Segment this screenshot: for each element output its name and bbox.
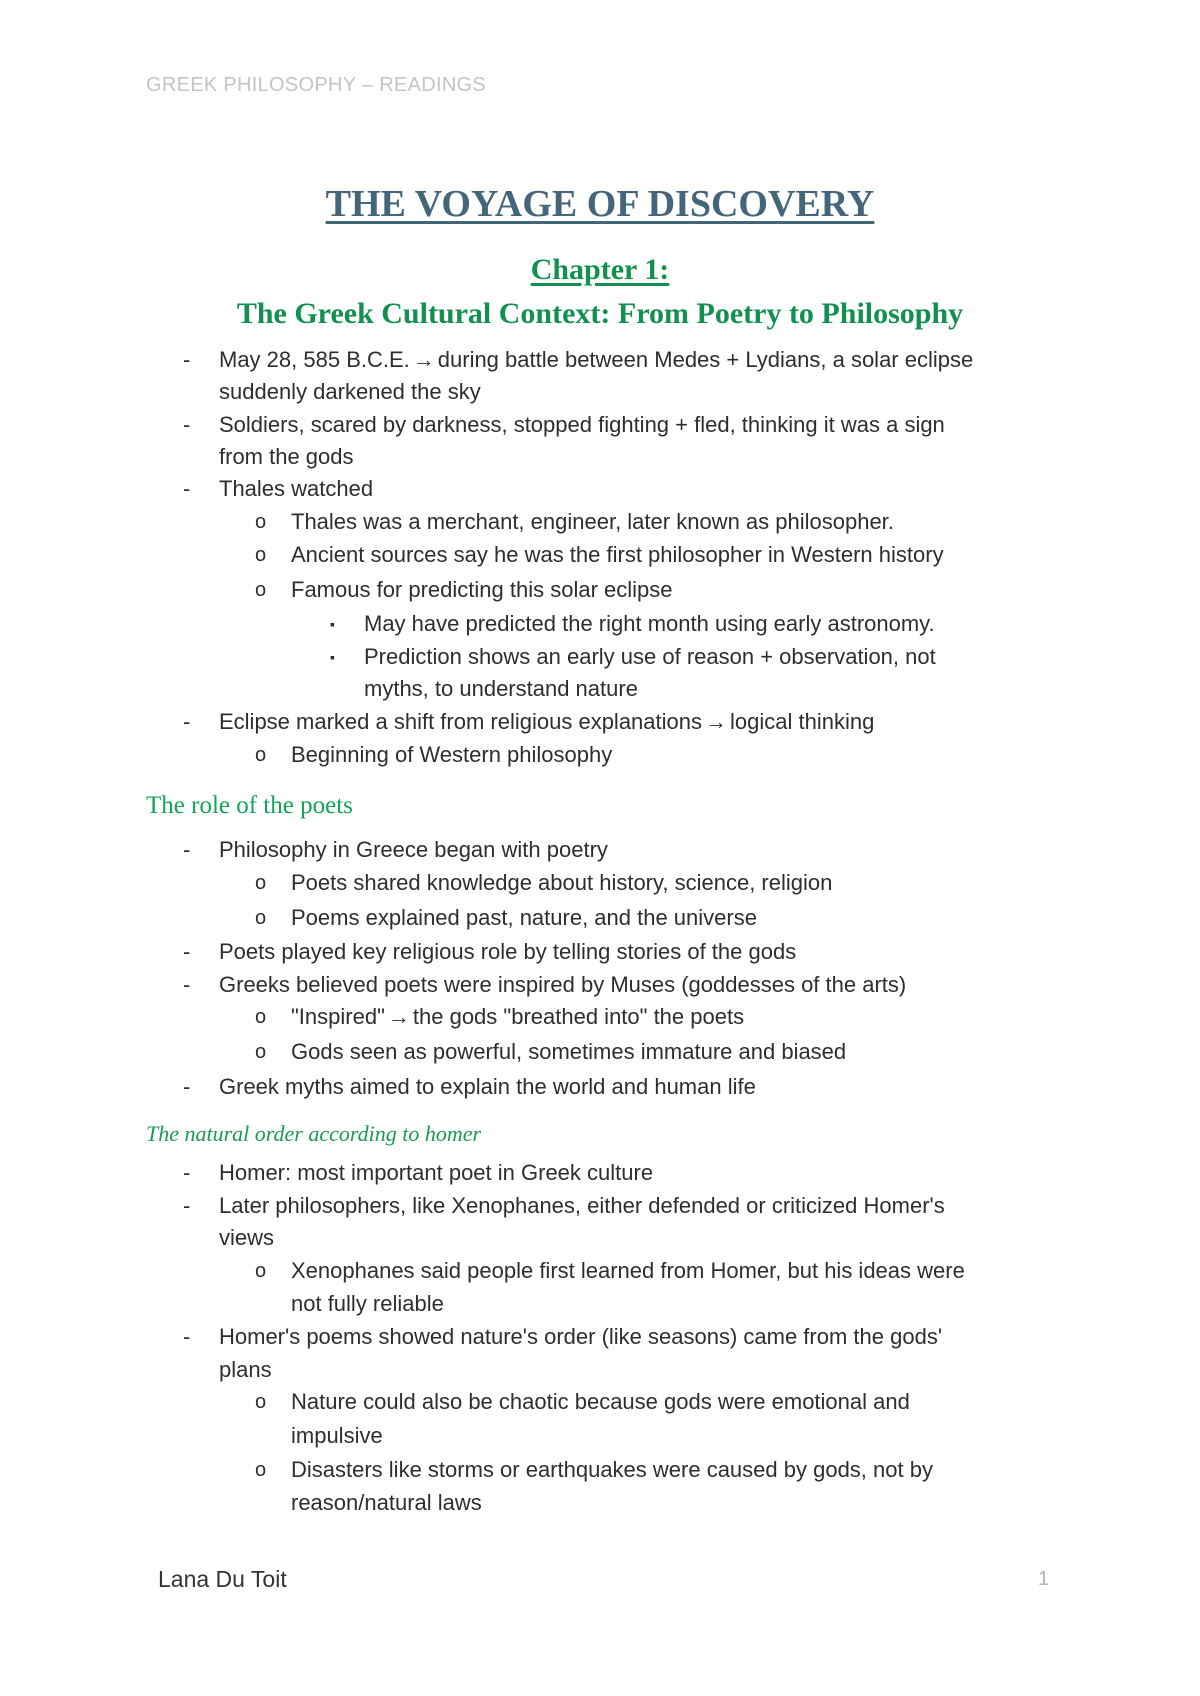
- arrow-icon: →: [387, 1004, 410, 1029]
- sub-list-item: Ancient sources say he was the first philosopher in Western history: [291, 542, 944, 567]
- list-item: Poets played key religious role by telling stories of the gods: [219, 939, 797, 964]
- section-heading-natural-order: The natural order according to homer: [146, 1121, 482, 1146]
- dash-bullet: -: [183, 1193, 191, 1218]
- dash-bullet: -: [183, 1074, 191, 1099]
- sub-list-item: Poems explained past, nature, and the universe: [291, 905, 757, 930]
- section-heading-role-of-poets: The role of the poets: [146, 792, 353, 819]
- circle-bullet: o: [255, 1459, 267, 1481]
- dash-bullet: -: [183, 412, 191, 437]
- list-item: Later philosophers, like Xenophanes, either defended or criticized Homer's: [219, 1193, 945, 1218]
- list-item: Eclipse marked a shift from religious explanations → logical thinking: [219, 707, 874, 737]
- sub-sub-list-item-continuation: myths, to understand nature: [364, 676, 638, 701]
- sub-list-item: Famous for predicting this solar eclipse: [291, 577, 673, 602]
- list-item-continuation: from the gods: [219, 444, 354, 469]
- document-title: THE VOYAGE OF DISCOVERY: [325, 183, 875, 225]
- square-bullet: ▪: [330, 649, 335, 665]
- chapter-heading: Chapter 1:: [530, 253, 670, 286]
- sub-list-item-continuation: impulsive: [291, 1423, 383, 1448]
- circle-bullet: o: [255, 1260, 267, 1282]
- sub-sub-list-item: May have predicted the right month using early astronomy.: [364, 611, 935, 636]
- circle-bullet: o: [255, 907, 267, 929]
- footer-author: Lana Du Toit: [158, 1566, 287, 1592]
- list-item: Homer's poems showed nature's order (like seasons) came from the gods': [219, 1324, 943, 1349]
- sub-list-item-continuation: reason/natural laws: [291, 1490, 482, 1515]
- list-item: Philosophy in Greece began with poetry: [219, 837, 608, 862]
- sub-sub-list-item: Prediction shows an early use of reason + observation, not: [364, 644, 936, 669]
- sub-list-item: Poets shared knowledge about history, science, religion: [291, 870, 833, 895]
- square-bullet: ▪: [330, 616, 335, 632]
- circle-bullet: o: [255, 872, 267, 894]
- circle-bullet: o: [255, 744, 267, 766]
- list-item: Thales watched: [219, 476, 374, 501]
- dash-bullet: -: [183, 476, 191, 501]
- dash-bullet: -: [183, 972, 191, 997]
- list-item: Greek myths aimed to explain the world and human life: [219, 1074, 756, 1099]
- sub-list-item: Gods seen as powerful, sometimes immature and biased: [291, 1039, 847, 1064]
- list-item-continuation: plans: [219, 1357, 272, 1382]
- sub-list-item: Xenophanes said people first learned from Homer, but his ideas were: [291, 1258, 965, 1283]
- arrow-icon: →: [412, 347, 435, 372]
- dash-bullet: -: [183, 939, 191, 964]
- list-item: Soldiers, scared by darkness, stopped fighting + fled, thinking it was a sign: [219, 412, 945, 437]
- list-item: Homer: most important poet in Greek culture: [219, 1160, 654, 1185]
- dash-bullet: -: [183, 709, 191, 734]
- arrow-icon: →: [705, 709, 728, 734]
- page-header: GREEK PHILOSOPHY – READINGS: [146, 74, 487, 96]
- page-number: 1: [1038, 1568, 1050, 1590]
- sub-list-item: "Inspired" → the gods "breathed into" the poets: [291, 1002, 744, 1032]
- list-item-continuation: suddenly darkened the sky: [219, 379, 481, 404]
- sub-list-item: Disasters like storms or earthquakes were caused by gods, not by: [291, 1457, 933, 1482]
- list-item-continuation: views: [219, 1225, 275, 1250]
- dash-bullet: -: [183, 837, 191, 862]
- list-item: Greeks believed poets were inspired by Muses (goddesses of the arts): [219, 972, 907, 997]
- dash-bullet: -: [183, 1324, 191, 1349]
- chapter-subtitle: The Greek Cultural Context: From Poetry to Philosophy: [236, 297, 964, 330]
- circle-bullet: o: [255, 511, 267, 533]
- circle-bullet: o: [255, 1006, 267, 1028]
- sub-list-item: Thales was a merchant, engineer, later known as philosopher.: [291, 509, 894, 534]
- dash-bullet: -: [183, 347, 191, 372]
- sub-list-item: Beginning of Western philosophy: [291, 742, 613, 767]
- list-item: May 28, 585 B.C.E. → during battle between Medes + Lydians, a solar eclipse: [219, 345, 973, 375]
- circle-bullet: o: [255, 579, 267, 601]
- sub-list-item-continuation: not fully reliable: [291, 1291, 444, 1316]
- circle-bullet: o: [255, 544, 267, 566]
- sub-list-item: Nature could also be chaotic because gods were emotional and: [291, 1389, 910, 1414]
- circle-bullet: o: [255, 1391, 267, 1413]
- circle-bullet: o: [255, 1041, 267, 1063]
- dash-bullet: -: [183, 1160, 191, 1185]
